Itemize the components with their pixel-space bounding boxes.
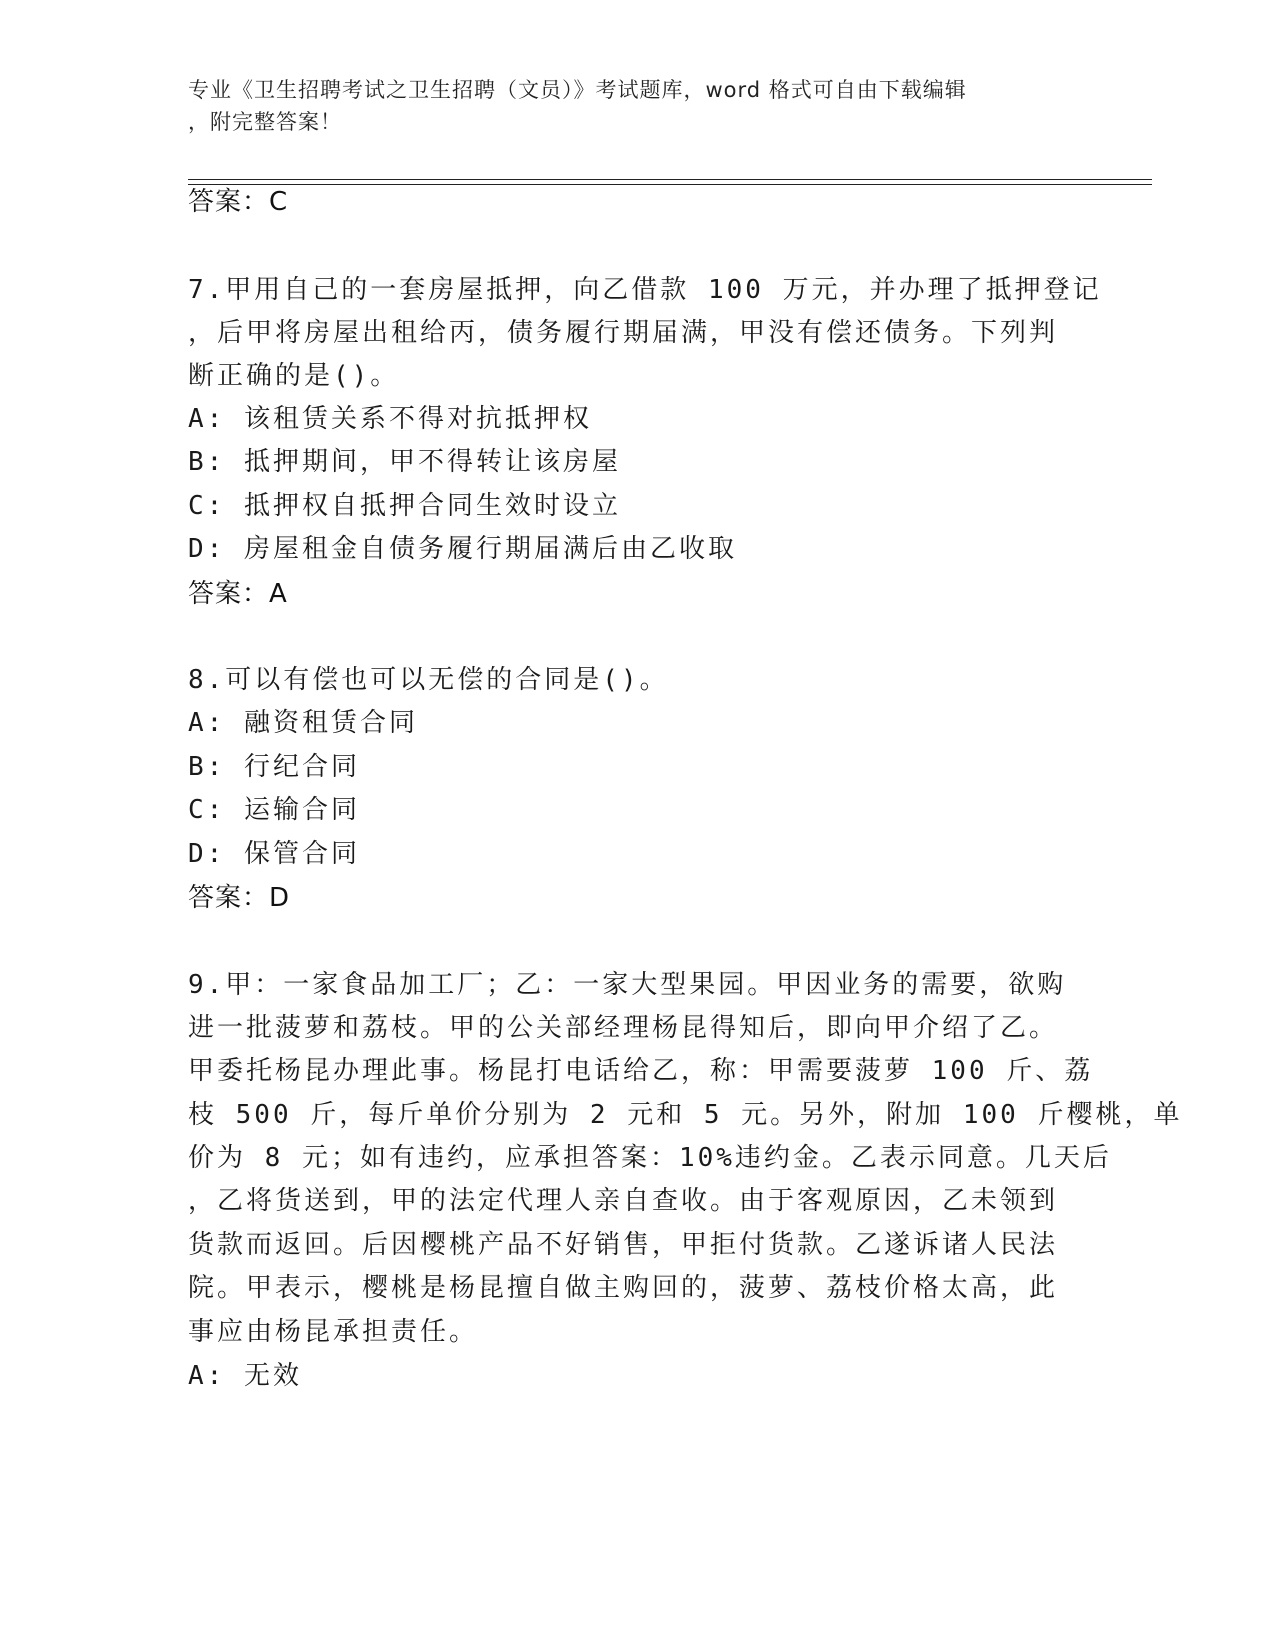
- header-line-2: ，附完整答案！: [188, 110, 342, 134]
- question-8-text-line: 8.可以有偿也可以无偿的合同是()。: [188, 665, 669, 695]
- question-7-option-c: C: 抵押权自抵押合同生效时设立: [188, 491, 621, 521]
- question-7-text-line: 7.甲用自己的一套房屋抵押，向乙借款 100 万元，并办理了抵押登记: [188, 275, 1102, 305]
- question-7-answer: 答案：A: [188, 579, 288, 609]
- question-9-text-line: 9.甲：一家食品加工厂；乙：一家大型果园。甲因业务的需要，欲购: [188, 970, 1067, 1000]
- question-8-answer: 答案：D: [188, 883, 291, 913]
- question-9-option-a: A: 无效: [188, 1361, 302, 1391]
- question-9-text-line: 枝 500 斤，每斤单价分别为 2 元和 5 元。另外，附加 100 斤樱桃，单: [188, 1100, 1183, 1130]
- question-7-option-b: B: 抵押期间，甲不得转让该房屋: [188, 447, 621, 477]
- answer-previous: 答案：C: [188, 187, 289, 217]
- question-9-text-line: 事应由杨昆承担责任。: [188, 1317, 479, 1347]
- question-9-text-line: ，乙将货送到，甲的法定代理人亲自查收。由于客观原因，乙未领到: [188, 1186, 1059, 1216]
- question-8-option-c: C: 运输合同: [188, 795, 360, 825]
- question-7-text-line: 断正确的是()。: [188, 361, 400, 391]
- header-line-1: 专业《卫生招聘考试之卫生招聘（文员）》考试题库，word 格式可自由下载编辑: [188, 78, 967, 102]
- question-9-text-line: 院。甲表示，樱桃是杨昆擅自做主购回的，菠萝、荔枝价格太高，此: [188, 1273, 1059, 1303]
- page-header: [188, 74, 1068, 138]
- question-8-option-b: B: 行纪合同: [188, 752, 360, 782]
- question-9-text-line: 价为 8 元；如有违约，应承担答案：10%违约金。乙表示同意。几天后: [188, 1143, 1112, 1173]
- question-8-option-a: A: 融资租赁合同: [188, 708, 418, 738]
- header-divider-bottom: [188, 184, 1152, 185]
- question-8-option-d: D: 保管合同: [188, 839, 360, 869]
- header-divider-top: [188, 179, 1152, 180]
- question-9-text-line: 进一批菠萝和荔枝。甲的公关部经理杨昆得知后，即向甲介绍了乙。: [188, 1013, 1059, 1043]
- question-7-option-d: D: 房屋租金自债务履行期届满后由乙收取: [188, 534, 737, 564]
- question-9-text-line: 货款而返回。后因樱桃产品不好销售，甲拒付货款。乙遂诉诸人民法: [188, 1230, 1059, 1260]
- question-7-text-line: ，后甲将房屋出租给丙，债务履行期届满，甲没有偿还债务。下列判: [188, 318, 1059, 348]
- question-7-option-a: A: 该租赁关系不得对抗抵押权: [188, 404, 592, 434]
- question-9-text-line: 甲委托杨昆办理此事。杨昆打电话给乙，称：甲需要菠萝 100 斤、荔: [188, 1056, 1094, 1086]
